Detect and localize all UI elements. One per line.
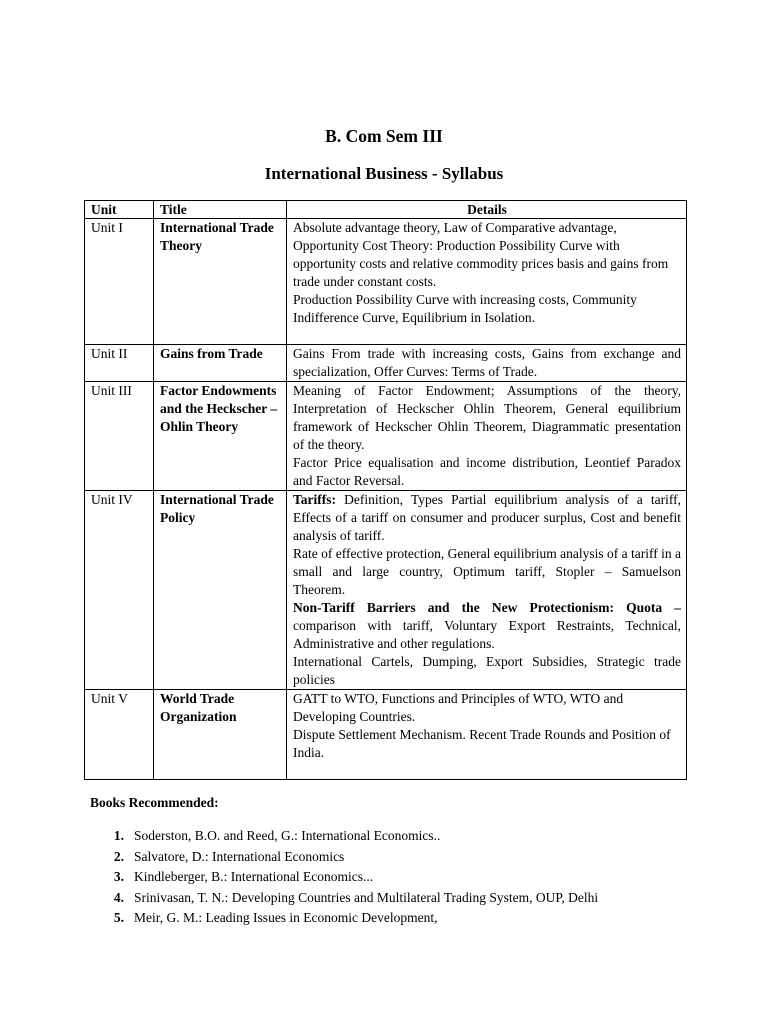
details-paragraph <box>293 545 681 599</box>
unit-title: International Trade Theory <box>160 220 274 253</box>
title-cell <box>154 690 287 780</box>
details-bold-lead: Tariffs: <box>293 492 336 507</box>
book-number: 3. <box>113 869 124 884</box>
details-paragraph <box>293 345 681 381</box>
document-subheading: International Business - Syllabus <box>264 164 504 183</box>
unit-title: World Trade Organization <box>160 691 237 724</box>
details-text: Dispute Settlement Mechanism. Recent Trade Rounds and Position of India. <box>293 727 671 760</box>
book-item <box>96 888 598 909</box>
unit-cell: Unit III <box>85 382 154 491</box>
details-text: Definition, Types Partial equilibrium analysis of a tariff, Effects of a tariff on consumer and producer surplus, Cost and benefit analysis of tariff. <box>293 492 681 543</box>
book-number: 4. <box>113 889 124 905</box>
book-number: 1. <box>113 828 124 843</box>
book-text: Srinivasan, T. N.: Developing Countries and Multilateral Trading System, OUP, Delhi <box>134 889 599 905</box>
details-paragraph <box>293 726 681 762</box>
book-item <box>96 908 598 929</box>
table-row <box>85 219 687 345</box>
header-title: Title <box>154 201 287 219</box>
details-text: Factor Price equalisation and income distribution, Leontief Paradox and Factor Reversal. <box>293 455 681 488</box>
document-heading: B. Com Sem III <box>325 126 443 146</box>
details-paragraph <box>293 599 681 653</box>
unit-cell: Unit I <box>85 219 154 345</box>
unit-cell: Unit IV <box>85 491 154 690</box>
details-cell <box>287 491 687 690</box>
table-row <box>85 382 687 491</box>
book-number: 2. <box>113 848 124 864</box>
details-text: Production Possibility Curve with increasing costs, Community Indifference Curve, Equilibrium in Isolation. <box>293 292 637 325</box>
table-row <box>85 345 687 382</box>
details-paragraph <box>293 454 681 490</box>
title-cell <box>154 219 287 345</box>
title-cell <box>154 345 287 382</box>
details-text: Meaning of Factor Endowment; Assumptions of the theory, Interpretation of Heckscher Ohlin Theorem, General equilibrium framework of Heckscher Ohlin Theorem, Diagrammatic presentation of the theory. <box>293 383 681 452</box>
book-number: 5. <box>113 910 124 925</box>
header-unit: Unit <box>85 201 154 219</box>
details-text: GATT to WTO, Functions and Principles of WTO, WTO and Developing Countries. <box>293 691 624 724</box>
book-item <box>96 867 598 888</box>
book-text: Meir, G. M.: Leading Issues in Economic Development, <box>134 910 438 925</box>
details-text: International Cartels, Dumping, Export Subsidies, Strategic trade policies <box>293 654 681 687</box>
details-paragraph <box>293 653 681 689</box>
unit-cell: Unit V <box>85 690 154 780</box>
details-text: Gains From trade with increasing costs, Gains from exchange and specialization, Offer Curves: Terms of Trade. <box>293 346 681 379</box>
unit-title: Factor Endowments and the Heckscher – Ohlin Theory <box>160 383 278 434</box>
book-item <box>96 826 598 847</box>
unit-title: Gains from Trade <box>160 346 263 361</box>
details-paragraph <box>293 219 681 291</box>
details-cell <box>287 345 687 382</box>
header-details: Details <box>287 201 687 219</box>
details-paragraph <box>293 382 681 454</box>
table-row <box>85 491 687 690</box>
details-cell <box>287 219 687 345</box>
details-cell <box>287 382 687 491</box>
details-text: Absolute advantage theory, Law of Comparative advantage, Opportunity Cost Theory: Production Possibility Curve with opportunity costs and relative commodity prices basis and gains from trade under constant costs. <box>293 220 669 289</box>
table-header-row <box>85 201 687 219</box>
unit-title: International Trade Policy <box>160 492 274 525</box>
unit-cell: Unit II <box>85 345 154 382</box>
book-text: Salvatore, D.: International Economics <box>134 848 345 864</box>
title-cell <box>154 382 287 491</box>
details-paragraph <box>293 291 681 327</box>
details-bold-lead: Non-Tariff Barriers and the New Protectionism: Quota – <box>293 600 681 615</box>
table-row <box>85 690 687 780</box>
details-paragraph <box>293 690 681 726</box>
books-list <box>96 826 598 929</box>
book-text: Kindleberger, B.: International Economics... <box>134 869 374 884</box>
details-text: Rate of effective protection, General equilibrium analysis of a tariff in a small and large country, Optimum tariff, Stopler – Samuelson Theorem. <box>293 546 681 597</box>
title-cell <box>154 491 287 690</box>
book-item <box>96 847 598 868</box>
details-cell <box>287 690 687 780</box>
details-paragraph <box>293 491 681 545</box>
book-text: Soderston, B.O. and Reed, G.: International Economics.. <box>134 828 441 843</box>
syllabus-table <box>84 200 687 780</box>
books-heading: Books Recommended: <box>90 795 219 810</box>
details-text: comparison with tariff, Voluntary Export Restraints, Technical, Administrative and other regulations. <box>293 618 681 651</box>
